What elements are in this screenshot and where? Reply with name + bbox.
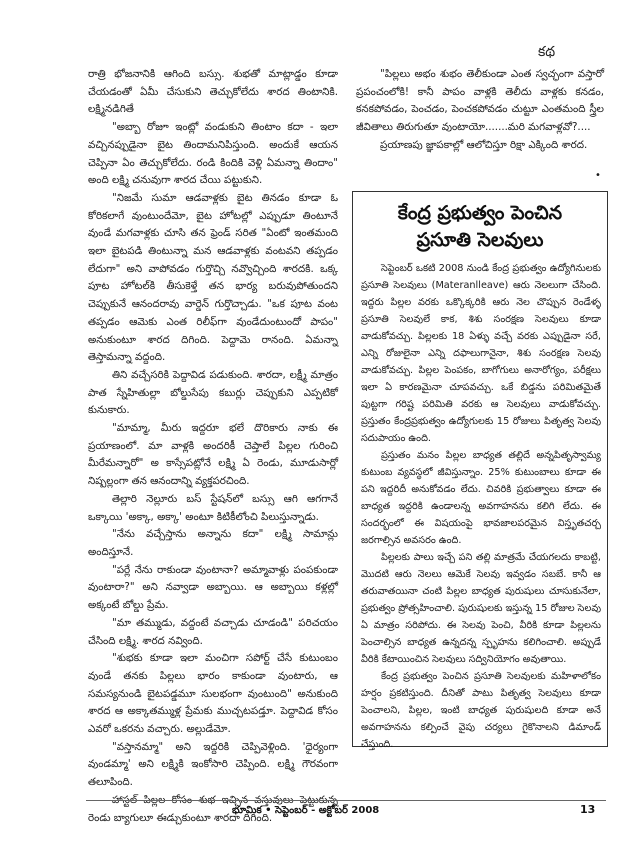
story-paragraph: తిని వచ్చేసరికి పెద్దావిడ పడుకుంది. శారదా, లక్ష్మీ మాత్రం పాత స్నేహితుల్లా బోల్డుసేపు కబుర్లు చెప్పుకుని ఎప్పటికో కునుకారు. [88, 368, 338, 417]
info-box-heading-line: ప్రసూతి సెలవులు [416, 229, 544, 251]
story-right-column [356, 66, 604, 184]
info-box-heading-line: కేంద్ర ప్రభుత్వం పెంచిన [397, 202, 563, 224]
story-end-mark: • [595, 170, 601, 181]
story-paragraph: "మా తమ్ముడు, వద్దంటే వచ్చాడు చూడండి" పరిచయం చేసింది లక్ష్మి. శారద నవ్వింది. [88, 616, 338, 647]
info-box-paragraph: సెప్టెంబర్ ఒకటి 2008 నుండి కేంద్ర ప్రభుత్వం ఉద్యోగినులకు ప్రసూతి సెలవులు (Materanlleave) ఆరు నెలలుగా చేసింది. ఇద్దరు పిల్లల వరకు ఒక్కొక్కరికి ఆరు నెల చొప్పున రెండేళ్ళ ప్రసూతి సెలవులే కాక, శిశు సంరక్షణ సెలవులు కూడా వాడుకోవచ్చు. పిల్లలకు 18 ఏళ్ళు వచ్చే వరకు ఎప్పుడైనా సరే, ఎన్ని రోజులైనా ఎన్ని దఫాలుగానైనా, శిశు సంరక్షణ సెలవు వాడుకోవచ్చు. పిల్లల పెంపకం, బాగోగులు అనారోగ్యం, పరీక్షలు ఇలా ఏ కారణమైనా చూపవచ్చు. ఒకే బిడ్డను పరిమితమైతే పుట్టగా గరిష్ట పరిమితి వరకు ఆ సెలవులు వాడుకోవచ్చు. ప్రస్తుతం కేంద్రప్రభుత్వం ఉద్యోగులకు 15 రోజులు పితృత్వ సెలవు సదుపాయం ఉంది. [361, 263, 601, 444]
story-paragraph: "పర్లే నేను రాకుండా వుంటానా? అమ్మావాళ్లు పంపకుండా వుంటారా?" అని నవ్వాడా అబ్బాయి. ఆ అబ్బాయి కళ్లల్లో అక్కంటే బోల్డు ప్రేమ. [88, 563, 338, 612]
maternity-leave-info-box [352, 191, 608, 750]
info-box-paragraph: కేంద్ర ప్రభుత్వం పెంచిన ప్రసూతి సెలవులకు మహిళాలోకం హర్షం ప్రకటిస్తుంది. దీనితో పాటు పితృత్వ సెలవులు కూడా పెంచాలని, పిల్లల, ఇంటి బాధ్యత పురుషులది కూడా అనే అవగాహనను కల్పించే వైపు చర్యలు గైకొనాలని డిమాండ్ చేస్తుంది. [361, 671, 601, 750]
footer-magazine-issue: భూమిక • సెప్టెంబర్ - అక్టోబర్ 2008 [232, 805, 380, 816]
info-box-paragraph: పిల్లలకు పాలు ఇచ్చే పని తల్లి మాత్రమే చేయగలదు కాబట్టి, మొదటి ఆరు నెలలు ఆమెకే సెలవు ఇవ్వడం సబబే. కానీ ఆ తరువాతయినా చంటి పిల్లల బాధ్యత పురుషులు చూసుకునేలా, ప్రభుత్వం ప్రోత్సహించాలి. పురుషులకు ఇస్తున్న 15 రోజుల సెలవు ఏ మాత్రం సరిపోదు. ఈ సెలవు పెంచి, వీరికి కూడా పిల్లలను పెంచాల్సిన బాధ్యత ఉన్నదన్న స్పృహను కలిగించాలి. అప్పుడే వీరికి కేటాయించిన సెలవులు సద్వినియోగం అవుతాయి. [361, 552, 601, 665]
story-paragraph: "మామ్మా, మీరు ఇద్దరూ భలే దొరికారు నాకు ఈ ప్రయాణంలో. మా వాళ్లకి అందరికీ చెప్తాలే పిల్లల గురించి మీరేమన్నారో" అ కాస్సేపట్లోనే లక్ష్మి ఏ రెండు, మూడుసార్లో నిష్పల్లంగా తన ఆనందాన్ని వ్యక్తపరచింది. [88, 422, 338, 488]
story-paragraph: హాస్టల్ పిల్లల కోసం శుభ ఇచ్చిన వస్తువులు పెట్టుకున్న రెండు బ్యాగులూ ఈడ్చుకుంటూ శారదా దిగింది. [88, 793, 338, 824]
story-paragraph: "అబ్బా రోజూ ఇంట్లో వండుకుని తింటాం కదా - ఇలా వచ్చినప్పుడైనా బైట తిందామనిపిస్తుంది. అందుకే ఆయన చెప్పినా ఏం తెచ్చుకోలేదు. రండి కిందికి వెళ్లి ఏమన్నా తిందాం" అంది లక్ష్మి చనువుగా శారద చేయి పట్టుకుని. [88, 121, 338, 187]
page-title: కథ [538, 44, 556, 60]
story-paragraph: "నేను వచ్చేస్తాను అన్నాను కదా" లక్ష్మి సామాన్లు అందిస్తూనే. [88, 528, 338, 558]
footer-divider [86, 800, 606, 801]
story-paragraph: తెల్లారి నెల్లూరు బస్ స్టేషన్‌లో బస్సు ఆగి ఆగగానే ఒక్కాయి 'అక్కా, అక్కా' అంటూ కిటికీలోంచి పిలుస్తున్నాడు. [88, 492, 338, 523]
story-paragraph: ప్రయాణపు జ్ఞాపకాల్లో ఆలోచిస్తూ రిక్షా ఎక్కింది శారద. [380, 138, 588, 151]
footer-page-number: 13 [580, 803, 596, 816]
story-paragraph: రాత్రి భోజనానికి ఆగింది బస్సు. శుభతో మాట్లాడ్డం కూడా చేయడంతో ఏమీ చేసుకుని తెచ్చుకోలేదు శారద తింటానికి. లక్ష్మినడిగితే [88, 68, 338, 116]
story-paragraph: "శుభకు కూడా ఇలా మంచిగా సపోర్ట్ చేసే కుటుంబం వుండే తనకు పిల్లలు భారం కాకుండా వుంటారు, ఆ సమస్యనుండి బైటపడ్డమూ సులభంగా వుంటుంది" అనుకుంది శారద ఆ అక్కాతమ్ముళ్ల ప్రేమకు ముచ్చటపడ్తూ. పెద్దావిడ కోసం ఎవరో ఒకరను వచ్చారు. అల్లుడేమో. [88, 652, 338, 736]
info-box-paragraph: ప్రస్తుతం మనం పిల్లల బాధ్యత తల్లిదే అన్నపితృస్వామ్య కుటుంబ వ్యవస్థలో జీవిస్తున్నాం. 25% కుటుంబాలు కూడా ఈ పని ఇద్దరిదీ అనుకోవడం లేదు. చివరికి ప్రభుత్వాలు కూడా ఈ బాధ్యత ఇద్దరికి ఉండాలన్న అవగాహనను కలిగి లేదు. ఈ సందర్భంలో ఈ విషయంపై భావజాలపరమైన విస్తృతచర్చ జరగాల్సిన అవసరం ఉంది. [361, 450, 601, 546]
story-paragraph: "వస్తానమ్మా" అని ఇద్దరికి చెప్పివెళ్లింది. 'ధైర్యంగా వుండమ్మా' అని లక్ష్మికి ఇంకోసారి చెప్పింది. లక్ష్మి గౌరవంగా తలూపింది. [88, 740, 338, 789]
info-box-body [353, 260, 607, 750]
story-paragraph: "పిల్లలు అభం శుభం తెలీకుండా ఎంత స్వచ్ఛంగా వస్తారో ప్రపంచంలోకి! కానీ పాపం వాళ్లకి తెలీదు వాళ్లకు కనడం, కనకపోవడం, పెంచడం, పెంచకపోవడం చుట్టూ ఎంతమంది స్త్రీల జీవితాలు తిరుగుతూ వుంటాయో.......మరి మగవాళ్లవో?.... [356, 68, 604, 134]
info-box-heading [359, 200, 601, 254]
story-paragraph: "నిజమే సుమా ఆడవాళ్లకు బైట తినడం కూడా ఓ కోరికలాగే వుంటుందేమో, బైట హోటల్లో ఎప్పుడూ తింటూనే వుండే మగవాళ్లకు చూసి తన ఫ్రెండ్ సరిత "ఏంటో ఇంతమంది ఇలా బైటపడి తింటున్నా మన ఆడవాళ్లకు వంటవని తప్పడం లేదుగా" అని వాపోవడం గుర్తొచ్చి నవ్వొచ్చింది శారదకి. ఒక్క పూట హోటల్‌కి తీసుకెళ్తే తన భార్య బరువుపోతుందని చెప్పుకునే ఆనందరావు వార్డెన్ గుర్తొచ్చాడు. "ఒక పూట వంట తప్పడం ఆమెకు ఎంత రిలీఫ్‌గా వుండేదుంటుందో పాపం" అనుకుంటూ శారద దిగింది. పెద్దామె రానంది. ఏమన్నా తెస్తామన్నా వద్దంది. [88, 191, 338, 364]
